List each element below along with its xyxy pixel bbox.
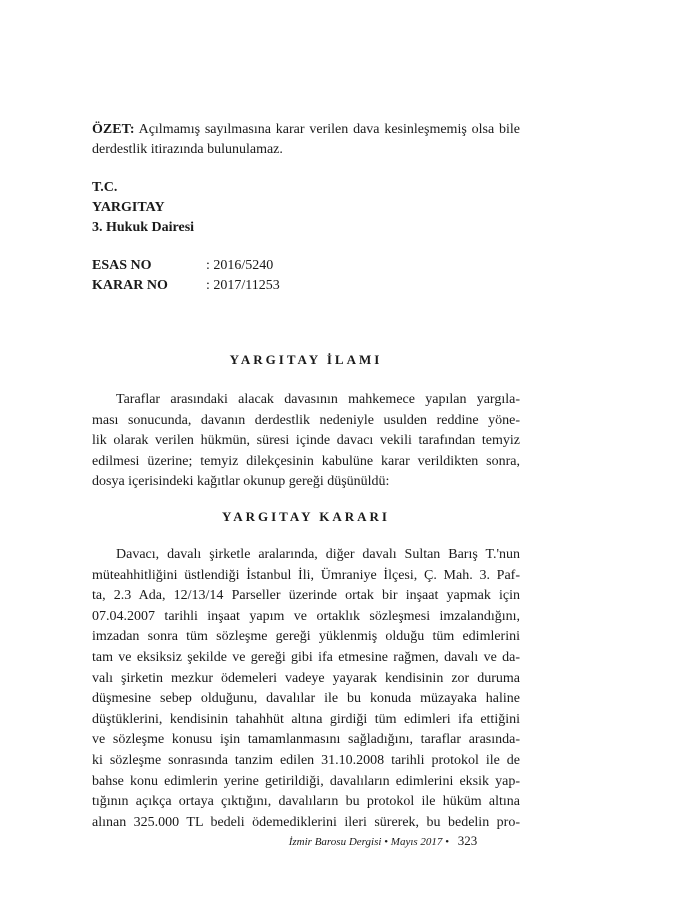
esas-row	[92, 256, 280, 276]
paragraph-line: bahse konu edimlerin yerine getirildiği, davalıların edimlerini eksik yap-	[92, 773, 520, 789]
esas-label: ESAS NO	[92, 258, 152, 273]
paragraph-line: ması sonucunda, davanın derdestlik nedeniyle usulden reddine yöne-	[92, 412, 520, 428]
paragraph-line: edilmesi üzerine; temyiz dilekçesinin kabulüne karar verildikten sonra,	[92, 453, 520, 469]
paragraph-line: 07.04.2007 tarihli inşaat yapım ve ortaklık sözleşmesi imzalandığını,	[92, 608, 520, 624]
paragraph-line: tam ve eksiksiz şekilde ve gereği gibi ifa etmesine rağmen, davalı ve da-	[92, 649, 520, 665]
page-number: 323	[457, 833, 478, 848]
paragraph-line: tığının açıkça ortaya çıktığını, davalıların bu protokol ile hüküm altına	[92, 794, 520, 810]
paragraph-line: dosya içerisindeki kağıtlar okunup gereği düşünüldü:	[92, 474, 390, 490]
karar-value: : 2017/11253	[206, 278, 280, 293]
esas-value: : 2016/5240	[206, 258, 274, 273]
summary	[92, 120, 520, 160]
case-references	[92, 256, 280, 296]
page-footer	[0, 833, 700, 849]
paragraph-line: Taraflar arasındaki alacak davasının mahkemece yapılan yargıla-	[116, 392, 520, 407]
paragraph-line: ve sözleşme konusu işin tamamlanmasını sağladığını, taraflar arasında-	[92, 732, 520, 748]
court-country: T.C.	[92, 180, 118, 195]
karar-row	[92, 276, 280, 296]
paragraph-line: imzadan sonra tüm sözleşme gereği yüklenmiş olduğu tüm edimlerini	[92, 629, 520, 645]
court-block	[92, 178, 194, 238]
paragraph-line: düşmesine sebep olduğunu, davalılar ile bu konuda müzayaka haline	[92, 691, 520, 707]
paragraph-line: müteahhitliğini üstlendiği İstanbul İli, Ümraniye İlçesi, Ç. Mah. 3. Paf-	[92, 567, 520, 583]
paragraph-line: valı şirketin mezkur ödemeleri vadeye yayarak kendisinin zor duruma	[92, 670, 520, 686]
heading-ilam: YARGITAY İLAMI	[229, 352, 383, 367]
paragraph-line: ki sözleşme sonrasında tanzim edilen 31.10.2008 tarihli protokol ile de	[92, 752, 520, 768]
paragraph-line: ta, 2.3 Ada, 12/13/14 Parseller üzerinde ortak bir inşaat yapmak için	[92, 588, 520, 604]
court-chamber: 3. Hukuk Dairesi	[92, 220, 195, 235]
paragraph-line: Davacı, davalı şirketle aralarında, diğer davalı Sultan Barış T.'nun	[116, 547, 520, 562]
paragraph-line: lik olarak verilen hükmün, süresi içinde davacı vekili tarafından temyiz	[92, 433, 520, 449]
summary-text: Açılmamış sayılmasına karar verilen dava kesinleşmemiş olsa bile derdestlik itirazında bulunulamaz.	[92, 122, 520, 157]
karar-label: KARAR NO	[92, 278, 168, 293]
journal-name: İzmir Barosu Dergisi • Mayıs 2017 •	[288, 836, 450, 848]
court-name: YARGITAY	[92, 200, 165, 215]
summary-label: ÖZET:	[92, 122, 135, 137]
paragraph-line: düştüklerini, kendisinin tahahhüt altına girdiği tüm edimleri ifa ettiğini	[92, 711, 520, 727]
paragraph-line: alınan 325.000 TL bedeli ödemediklerini ileri sürerek, bu bedelin pro-	[92, 814, 520, 830]
paragraph-1	[92, 390, 520, 493]
paragraph-2	[92, 545, 520, 833]
heading-karar: YARGITAY KARARI	[222, 509, 390, 524]
